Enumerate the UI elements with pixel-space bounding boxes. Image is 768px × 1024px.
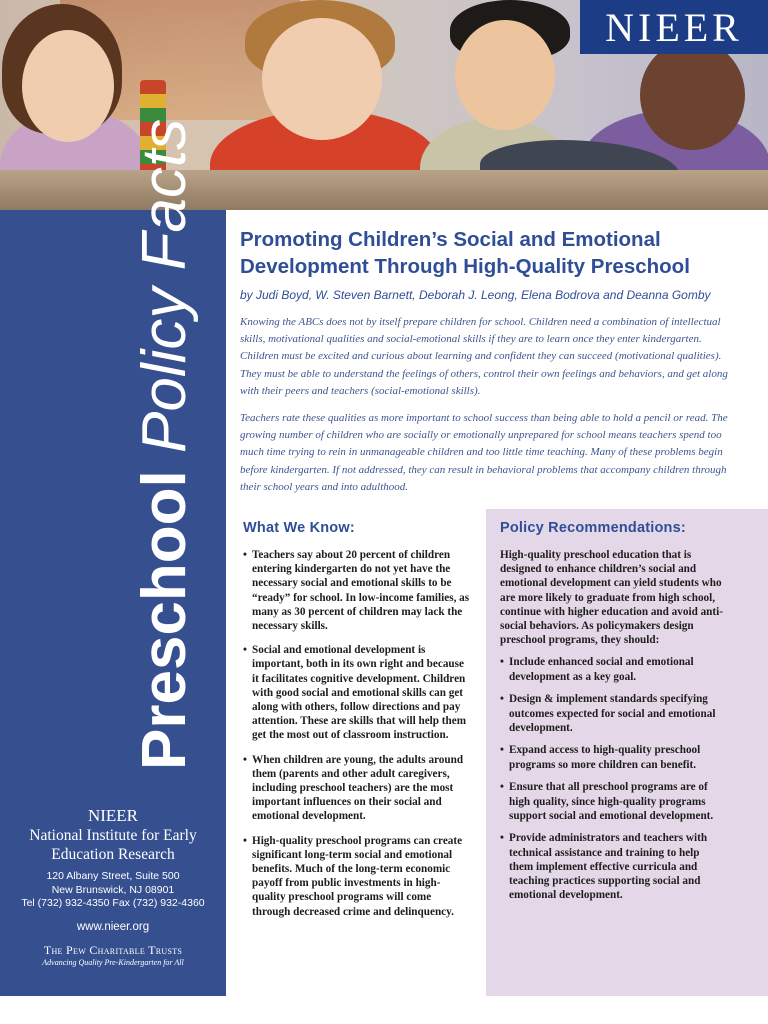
sidebar <box>0 118 226 996</box>
intro-paragraph-2: Teachers rate these qualities as more important to school success than being able to hold a pencil or read. The growing number of children who are socially or emotionally unprepared for school means teachers spend too much time trying to rein in unmanageable children and too little time teaching. Many of these problems begin before kindergarten. If not addressed, they can result in behavioral problems that accompany children through their school years and into adulthood. <box>240 412 728 493</box>
series-title <box>130 118 199 770</box>
list-item: • Expand access to high-quality preschool programs so more children can benefit. <box>500 743 725 771</box>
what-we-know-list <box>243 548 471 919</box>
hero-child-3-face <box>455 20 555 130</box>
policy-lead-paragraph: High-quality preschool education that is designed to enhance children’s social and emotional development can yield students who are more likely to graduate from high school, continue with higher education and avoid anti-social behaviors. As policymakers design preschool programs, they should: <box>500 549 723 647</box>
hero-child-4-face <box>640 40 745 150</box>
list-item: • Design & implement standards specifying outcomes expected for social and emotional development. <box>500 692 725 735</box>
org-phone-fax: Tel (732) 932-4350 Fax (732) 932-4360 <box>21 897 205 909</box>
list-item: • Social and emotional development is important, both in its own right and because it facilitates cognitive development. Children with good social and emotional skills can get along with others, follow directions and pay attention. These are skills that will help them get the most out of classroom instruction. <box>243 643 471 742</box>
org-website-link[interactable]: www.nieer.org <box>76 920 150 933</box>
org-address-street: 120 Albany Street, Suite 500 <box>46 870 180 882</box>
what-we-know-heading: What We Know: <box>243 520 355 536</box>
policy-recommendations-heading: Policy Recommendations: <box>500 520 686 536</box>
org-name-line-1: National Institute for Early <box>29 827 197 844</box>
headline-line-2: Development Through High-Quality Preschool <box>240 255 690 278</box>
list-item: • Ensure that all preschool programs are of high quality, since high-quality programs support social and emotional development. <box>500 780 725 823</box>
nieer-logo: NIEER <box>580 0 768 54</box>
org-block <box>0 806 226 967</box>
hero-child-1-face <box>22 30 114 142</box>
pew-tagline: Advancing Quality Pre-Kindergarten for All <box>42 957 184 967</box>
pew-logo: The Pew Charitable Trusts <box>43 942 183 957</box>
what-we-know-section <box>243 520 471 929</box>
byline: by Judi Boyd, W. Steven Barnett, Deborah J. Leong, Elena Bodrova and Deanna Gomby <box>240 288 711 302</box>
policy-recommendations-list <box>500 655 725 902</box>
list-item: • Include enhanced social and emotional development as a key goal. <box>500 655 725 683</box>
headline <box>240 226 740 280</box>
series-title-italic: Policy Facts <box>130 118 199 453</box>
org-address-city: New Brunswick, NJ 08901 <box>51 883 175 896</box>
intro-paragraph-1: Knowing the ABCs does not by itself prepare children for school. Children need a combination of intellectual skills, motivational qualities and social-emotional skills if they are to learn once they enter kindergarten. Children must be excited and curious about learning and confident they can succeed (motivational qualities). They must be able to understand the feelings of others, control their own feelings and behaviors, and get along with their peers and teachers (social-emotional skills). <box>240 316 728 397</box>
article-header <box>240 226 740 496</box>
policy-recommendations-section <box>500 520 725 911</box>
hero-table <box>0 170 768 210</box>
series-title-bold: Preschool <box>130 470 199 770</box>
list-item: • Provide administrators and teachers with technical assistance and training to help them implement effective curricula and teaching practices supporting social and emotional development. <box>500 831 725 902</box>
list-item: • Teachers say about 20 percent of children entering kindergarten do not yet have the necessary social and emotional skills to be “ready” for school. In low-income families, as many as 30 percent of children may lack the necessary skills. <box>243 548 471 633</box>
list-item: • When children are young, the adults around them (parents and other adult caregivers, including preschool teachers) are the most important influences on their social and emotional development. <box>243 753 471 824</box>
org-abbreviation: NIEER <box>87 806 139 825</box>
org-name-line-2: Education Research <box>51 846 175 863</box>
hero-child-2-face <box>262 18 382 140</box>
headline-line-1: Promoting Children’s Social and Emotional <box>240 228 661 251</box>
list-item: • High-quality preschool programs can create significant long-term social and emotional benefits. Much of the long-term economic payoff from public investments in high-quality preschool programs will come through decreased crime and delinquency. <box>243 834 471 919</box>
